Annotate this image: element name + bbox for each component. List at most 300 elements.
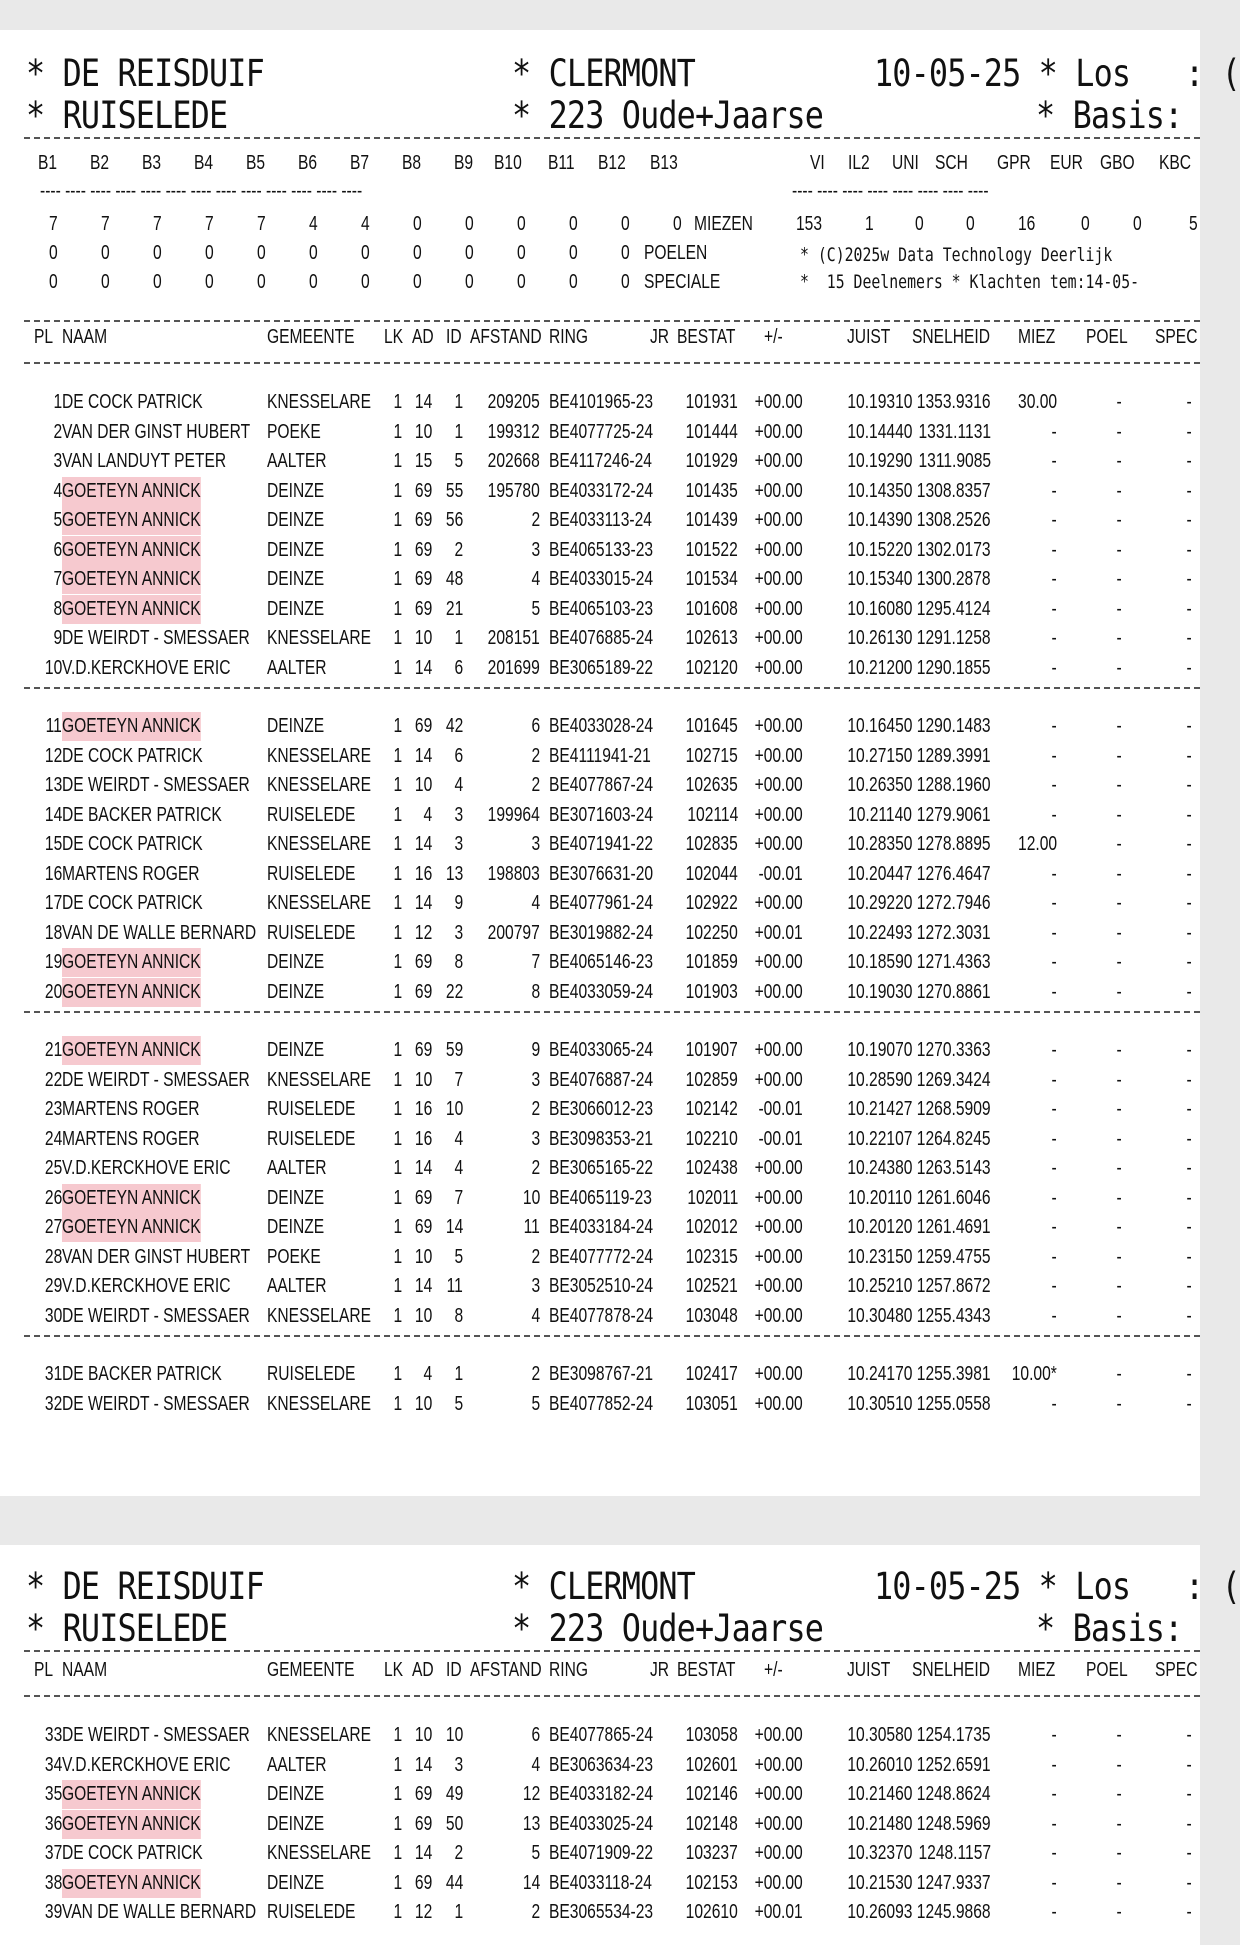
cell-spec: - xyxy=(1186,1783,1192,1805)
cell-pl: 38 xyxy=(44,1871,62,1894)
cell-gemeente: AALTER xyxy=(267,1275,327,1297)
table-row xyxy=(0,1810,1200,1839)
cell-id: 3 xyxy=(454,1753,463,1776)
cell-ad: 69 xyxy=(414,715,432,737)
table-row xyxy=(0,742,1200,771)
cell-naam: DE COCK PATRICK xyxy=(62,892,203,914)
cell-ring: BE4071941-22 xyxy=(549,833,654,855)
cell-spec: - xyxy=(1186,980,1192,1003)
cell-spec: - xyxy=(1186,1068,1192,1091)
category-total: 1 xyxy=(864,213,874,235)
cell-pm: +00.00 xyxy=(754,1363,803,1385)
cell-miez: - xyxy=(1051,420,1057,443)
cell-ring: BE4077878-24 xyxy=(549,1304,654,1327)
cell-pm: +00.00 xyxy=(754,627,803,649)
category-value: 7 xyxy=(48,213,58,235)
cell-ad: 4 xyxy=(423,803,432,826)
cell-lk: 1 xyxy=(393,833,402,855)
cell-spec: - xyxy=(1186,1724,1192,1746)
cell-id: 6 xyxy=(454,744,463,767)
cell-ad: 69 xyxy=(414,568,432,590)
cell-lk: 1 xyxy=(393,568,402,590)
table-row xyxy=(0,477,1200,506)
cell-bestat: 102521 xyxy=(685,1275,738,1297)
cell-spec: - xyxy=(1186,951,1192,973)
cell-lk: 1 xyxy=(393,1901,402,1923)
cell-spec: - xyxy=(1186,1039,1192,1061)
category-value: 0 xyxy=(568,242,578,264)
cell-ad: 69 xyxy=(414,1783,432,1805)
cell-pl: 19 xyxy=(44,951,62,973)
cell-id: 1 xyxy=(454,391,463,413)
table-row xyxy=(0,418,1200,447)
category-value: 0 xyxy=(516,271,526,293)
column-header-jr: JR xyxy=(650,326,670,348)
cell-bestat: 103051 xyxy=(685,1392,738,1415)
cell-bestat: 102120 xyxy=(685,656,738,679)
category-total: 153 xyxy=(795,213,822,235)
cell-snelheid: 1261.6046 xyxy=(917,1186,991,1209)
cell-bestat: 101645 xyxy=(685,715,738,737)
cell-ad: 16 xyxy=(414,1098,432,1120)
cell-pm: +00.01 xyxy=(754,1901,803,1923)
cell-gemeente: KNESSELARE xyxy=(267,892,372,914)
cell-naam: V.D.KERCKHOVE ERIC xyxy=(62,1157,231,1179)
divider xyxy=(24,1011,1200,1013)
cell-ad: 69 xyxy=(414,1812,432,1835)
cell-bestat: 101903 xyxy=(685,980,738,1003)
cell-gemeente: DEINZE xyxy=(267,1812,325,1835)
cell-naam: DE BACKER PATRICK xyxy=(62,803,222,826)
cell-spec: - xyxy=(1186,715,1192,737)
cell-id: 7 xyxy=(454,1068,463,1091)
category-total: 0 xyxy=(914,213,924,235)
cell-pm: +00.00 xyxy=(754,833,803,855)
cell-pl: 6 xyxy=(53,538,62,561)
cell-poel: - xyxy=(1116,1098,1122,1120)
cell-afstand: 201699 xyxy=(487,656,540,679)
cell-bestat: 101439 xyxy=(685,509,738,531)
cell-id: 7 xyxy=(454,1186,463,1209)
category-total: 16 xyxy=(1017,213,1036,235)
cell-gemeente: KNESSELARE xyxy=(267,1068,372,1091)
cell-juist: 10.26350 xyxy=(846,774,912,796)
cell-pl: 14 xyxy=(44,803,62,826)
category-header-eur: EUR xyxy=(1049,152,1083,174)
cell-ad: 10 xyxy=(414,774,432,796)
category-header-vi: VI xyxy=(810,152,825,174)
cell-lk: 1 xyxy=(393,892,402,914)
cell-snelheid: 1291.1258 xyxy=(917,627,991,649)
category-value: 0 xyxy=(204,271,214,293)
cell-ad: 14 xyxy=(414,656,432,679)
cell-gemeente: KNESSELARE xyxy=(267,744,372,767)
cell-spec: - xyxy=(1186,656,1192,679)
cell-pl: 2 xyxy=(53,420,62,443)
cell-id: 50 xyxy=(445,1812,463,1835)
cell-pl: 21 xyxy=(44,1039,62,1061)
cell-pl: 27 xyxy=(44,1216,62,1238)
cell-ring: BE4033015-24 xyxy=(549,568,654,590)
column-header-lk: LK xyxy=(384,1659,404,1681)
cell-gemeente: DEINZE xyxy=(267,568,325,590)
cell-miez: - xyxy=(1051,1275,1057,1297)
cell-juist: 10.23150 xyxy=(846,1245,912,1268)
cell-id: 42 xyxy=(445,715,463,737)
cell-juist: 10.21480 xyxy=(846,1812,912,1835)
cell-poel: - xyxy=(1116,921,1122,944)
club-town: * RUISELEDE xyxy=(26,94,228,137)
cell-lk: 1 xyxy=(393,1245,402,1268)
cell-juist: 10.30510 xyxy=(846,1392,912,1415)
cell-bestat: 103048 xyxy=(685,1304,738,1327)
cell-ad: 14 xyxy=(414,391,432,413)
cell-ring: BE3098353-21 xyxy=(549,1127,654,1150)
cell-afstand: 3 xyxy=(531,538,540,561)
category-label: POELEN xyxy=(644,242,708,264)
cell-bestat: 102438 xyxy=(685,1157,738,1179)
cell-naam: GOETEYN ANNICK xyxy=(62,1869,201,1898)
category-header-b11: B11 xyxy=(547,152,575,174)
cell-gemeente: DEINZE xyxy=(267,1039,325,1061)
cell-lk: 1 xyxy=(393,1783,402,1805)
cell-pm: -00.01 xyxy=(758,1098,803,1120)
cell-snelheid: 1308.8357 xyxy=(917,479,991,502)
category-header-b2: B2 xyxy=(89,152,109,174)
cell-afstand: 9 xyxy=(531,1039,540,1061)
table-row xyxy=(0,919,1200,948)
cell-gemeente: DEINZE xyxy=(267,1216,325,1238)
cell-pl: 13 xyxy=(44,774,62,796)
table-row xyxy=(0,771,1200,800)
cell-ring: BE4077725-24 xyxy=(549,420,654,443)
cell-spec: - xyxy=(1186,833,1192,855)
cell-poel: - xyxy=(1116,862,1122,885)
cell-spec: - xyxy=(1186,568,1192,590)
cell-spec: - xyxy=(1186,1842,1192,1864)
cell-bestat: 102635 xyxy=(685,774,738,796)
category-value: 0 xyxy=(672,213,682,235)
category-header-b4: B4 xyxy=(193,152,213,174)
cell-miez: 30.00 xyxy=(1017,391,1057,413)
cell-ad: 69 xyxy=(414,1871,432,1894)
category-total: 5 xyxy=(1188,213,1198,235)
cell-afstand: 5 xyxy=(531,597,540,620)
cell-pm: +00.00 xyxy=(754,391,803,413)
cell-spec: - xyxy=(1186,391,1192,413)
cell-lk: 1 xyxy=(393,1098,402,1120)
category-value: 0 xyxy=(412,271,422,293)
cell-snelheid: 1290.1855 xyxy=(917,656,991,679)
cell-gemeente: RUISELEDE xyxy=(267,1127,356,1150)
cell-juist: 10.19030 xyxy=(846,980,912,1003)
cell-id: 21 xyxy=(445,597,463,620)
cell-bestat: 102114 xyxy=(687,803,738,826)
cell-naam: VAN DE WALLE BERNARD xyxy=(62,1901,257,1923)
cell-pl: 20 xyxy=(44,980,62,1003)
cell-gemeente: RUISELEDE xyxy=(267,803,356,826)
divider xyxy=(24,1695,1200,1697)
cell-naam: V.D.KERCKHOVE ERIC xyxy=(62,1275,231,1297)
cell-pm: +00.00 xyxy=(754,1783,803,1805)
cell-poel: - xyxy=(1116,1068,1122,1091)
category-value: 0 xyxy=(568,213,578,235)
cell-bestat: 101608 xyxy=(685,597,738,620)
cell-afstand: 4 xyxy=(531,1753,540,1776)
category-value: 7 xyxy=(204,213,214,235)
cell-spec: - xyxy=(1186,509,1192,531)
cell-gemeente: RUISELEDE xyxy=(267,862,356,885)
cell-pl: 7 xyxy=(53,568,62,590)
cell-naam: DE WEIRDT - SMESSAER xyxy=(62,774,250,796)
cell-bestat: 102250 xyxy=(685,921,738,944)
category-value: 0 xyxy=(412,242,422,264)
cell-id: 1 xyxy=(454,1363,463,1385)
cell-pm: +00.00 xyxy=(754,597,803,620)
cell-spec: - xyxy=(1186,597,1192,620)
cell-pm: +00.00 xyxy=(754,479,803,502)
cell-juist: 10.21200 xyxy=(846,656,912,679)
cell-pm: +00.00 xyxy=(754,656,803,679)
cell-naam: DE WEIRDT - SMESSAER xyxy=(62,1304,250,1327)
cell-ad: 10 xyxy=(414,1304,432,1327)
cell-pl: 34 xyxy=(44,1753,62,1776)
cell-naam: GOETEYN ANNICK xyxy=(62,1213,201,1242)
cell-pl: 23 xyxy=(44,1098,62,1120)
cell-spec: - xyxy=(1186,1157,1192,1179)
cell-poel: - xyxy=(1116,1039,1122,1061)
cell-juist: 10.22493 xyxy=(846,921,912,944)
cell-lk: 1 xyxy=(393,538,402,561)
category-value: 0 xyxy=(308,271,318,293)
cell-afstand: 3 xyxy=(531,1275,540,1297)
cell-naam: GOETEYN ANNICK xyxy=(62,1810,201,1839)
cell-id: 44 xyxy=(445,1871,463,1894)
category-value: 7 xyxy=(100,213,110,235)
column-header-pl: PL xyxy=(34,326,54,348)
cell-pm: +00.00 xyxy=(754,1157,803,1179)
cell-afstand: 202668 xyxy=(487,450,540,472)
cell-lk: 1 xyxy=(393,450,402,472)
cell-pl: 5 xyxy=(53,509,62,531)
category-value: 7 xyxy=(256,213,266,235)
cell-juist: 10.21530 xyxy=(846,1871,912,1894)
column-header-ring: RING xyxy=(549,1659,588,1681)
cell-gemeente: DEINZE xyxy=(267,1871,325,1894)
cell-ring: BE4033025-24 xyxy=(549,1812,654,1835)
cell-bestat: 101931 xyxy=(685,391,738,413)
cell-ring: BE4077961-24 xyxy=(549,892,654,914)
cell-naam: DE COCK PATRICK xyxy=(62,391,203,413)
cell-pl: 28 xyxy=(44,1245,62,1268)
cell-ring: BE4033065-24 xyxy=(549,1039,654,1061)
cell-lk: 1 xyxy=(393,1753,402,1776)
cell-juist: 10.20447 xyxy=(846,862,912,885)
cell-pl: 31 xyxy=(44,1363,62,1385)
cell-lk: 1 xyxy=(393,1216,402,1238)
cell-afstand: 6 xyxy=(531,715,540,737)
cell-poel: - xyxy=(1116,951,1122,973)
cell-ad: 69 xyxy=(414,951,432,973)
cell-pm: +00.00 xyxy=(754,803,803,826)
category-value: 0 xyxy=(620,213,630,235)
cell-bestat: 102210 xyxy=(685,1127,738,1150)
cell-spec: - xyxy=(1186,450,1192,472)
category-total: 0 xyxy=(1080,213,1090,235)
cell-poel: - xyxy=(1116,1901,1122,1923)
cell-id: 2 xyxy=(454,1842,463,1864)
cell-spec: - xyxy=(1186,479,1192,502)
cell-lk: 1 xyxy=(393,420,402,443)
cell-snelheid: 1279.9061 xyxy=(917,803,991,826)
cell-miez: - xyxy=(1051,1304,1057,1327)
category-value: 0 xyxy=(620,242,630,264)
table-row xyxy=(0,1095,1200,1124)
table-row xyxy=(0,830,1200,859)
cell-poel: - xyxy=(1116,980,1122,1003)
cell-poel: - xyxy=(1116,509,1122,531)
cell-lk: 1 xyxy=(393,1724,402,1746)
cell-afstand: 7 xyxy=(531,951,540,973)
table-row xyxy=(0,1780,1200,1809)
cell-ad: 10 xyxy=(414,1392,432,1415)
cell-poel: - xyxy=(1116,803,1122,826)
cell-poel: - xyxy=(1116,656,1122,679)
cell-ring: BE4065103-23 xyxy=(549,597,654,620)
column-header-bestat: BESTAT xyxy=(677,326,736,348)
cell-juist: 10.26010 xyxy=(846,1753,912,1776)
cell-snelheid: 1331.1131 xyxy=(918,420,991,443)
table-row xyxy=(0,1154,1200,1183)
cell-pm: -00.01 xyxy=(758,1127,803,1150)
cell-bestat: 103237 xyxy=(685,1842,738,1864)
cell-miez: - xyxy=(1051,715,1057,737)
category-header-b5: B5 xyxy=(245,152,265,174)
cell-naam: GOETEYN ANNICK xyxy=(62,506,201,535)
cell-pl: 3 xyxy=(53,450,62,472)
cell-snelheid: 1264.8245 xyxy=(917,1127,991,1150)
cell-juist: 10.16450 xyxy=(846,715,912,737)
cell-pl: 26 xyxy=(44,1186,62,1209)
cell-lk: 1 xyxy=(393,921,402,944)
copyright-note: * (C)2025w Data Technology Deerlijk xyxy=(800,244,1113,266)
cell-poel: - xyxy=(1116,1871,1122,1894)
cell-pm: +00.00 xyxy=(754,1842,803,1864)
cell-naam: DE COCK PATRICK xyxy=(62,833,203,855)
cell-ring: BE3065165-22 xyxy=(549,1157,654,1179)
cell-juist: 10.30580 xyxy=(846,1724,912,1746)
category-value: 0 xyxy=(360,271,370,293)
cell-spec: - xyxy=(1186,1392,1192,1415)
cell-snelheid: 1263.5143 xyxy=(917,1157,991,1179)
cell-ad: 14 xyxy=(414,744,432,767)
cell-id: 9 xyxy=(454,892,463,914)
cell-afstand: 14 xyxy=(522,1871,540,1894)
cell-miez: - xyxy=(1051,597,1057,620)
cell-spec: - xyxy=(1186,1304,1192,1327)
cell-gemeente: KNESSELARE xyxy=(267,1724,372,1746)
cell-spec: - xyxy=(1186,862,1192,885)
cell-pm: +00.00 xyxy=(754,774,803,796)
cell-snelheid: 1255.0558 xyxy=(917,1392,991,1415)
cell-gemeente: KNESSELARE xyxy=(267,1842,372,1864)
table-row xyxy=(0,1243,1200,1272)
cell-gemeente: DEINZE xyxy=(267,479,325,502)
cell-ring: BE4065146-23 xyxy=(549,951,654,973)
cell-poel: - xyxy=(1116,1724,1122,1746)
cell-lk: 1 xyxy=(393,744,402,767)
column-header-naam: NAAM xyxy=(62,1659,108,1681)
table-row xyxy=(0,889,1200,918)
cell-bestat: 101929 xyxy=(685,450,738,472)
cell-poel: - xyxy=(1116,479,1122,502)
column-header-afstand: AFSTAND xyxy=(470,326,542,348)
column-header-miez: MIEZ xyxy=(1018,1659,1056,1681)
cell-gemeente: KNESSELARE xyxy=(267,1392,372,1415)
cell-naam: MARTENS ROGER xyxy=(62,1127,200,1150)
cell-snelheid: 1257.8672 xyxy=(917,1275,991,1297)
cell-naam: DE COCK PATRICK xyxy=(62,1842,203,1864)
cell-naam: GOETEYN ANNICK xyxy=(62,948,201,977)
column-header-lk: LK xyxy=(384,326,404,348)
category-header-b13: B13 xyxy=(650,152,679,174)
cell-ring: BE3076631-20 xyxy=(549,862,654,885)
cell-ring: BE4117246-24 xyxy=(549,450,652,472)
table-row xyxy=(0,1272,1200,1301)
cell-gemeente: KNESSELARE xyxy=(267,774,372,796)
cell-naam: GOETEYN ANNICK xyxy=(62,595,201,624)
cell-ring: BE4076887-24 xyxy=(549,1068,654,1091)
cell-pm: +00.00 xyxy=(754,538,803,561)
category-value: 0 xyxy=(256,242,266,264)
cell-bestat: 102715 xyxy=(685,744,738,767)
cell-juist: 10.22107 xyxy=(846,1127,912,1150)
cell-snelheid: 1270.3363 xyxy=(917,1039,991,1061)
cell-gemeente: DEINZE xyxy=(267,951,325,973)
cell-gemeente: DEINZE xyxy=(267,538,325,561)
cell-juist: 10.14390 xyxy=(846,509,912,531)
cell-snelheid: 1271.4363 xyxy=(917,951,991,973)
cell-ad: 14 xyxy=(414,1842,432,1864)
category-value: 4 xyxy=(360,213,370,235)
cell-miez: - xyxy=(1051,892,1057,914)
table-row xyxy=(0,1898,1200,1927)
cell-id: 11 xyxy=(446,1275,463,1297)
column-header-bestat: BESTAT xyxy=(677,1659,736,1681)
cell-pm: +00.00 xyxy=(754,1724,803,1746)
cell-bestat: 102146 xyxy=(685,1783,738,1805)
category-value: 0 xyxy=(568,271,578,293)
category-value: 0 xyxy=(256,271,266,293)
cell-ad: 14 xyxy=(414,833,432,855)
category-underline: ---- ---- ---- ---- ---- ---- ---- ---- ---- ---- ---- ---- ---- xyxy=(40,180,363,202)
cell-ring: BE4065133-23 xyxy=(549,538,654,561)
cell-gemeente: DEINZE xyxy=(267,1186,325,1209)
cell-poel: - xyxy=(1116,744,1122,767)
cell-miez: - xyxy=(1051,509,1057,531)
table-row xyxy=(0,536,1200,565)
cell-miez: - xyxy=(1051,1901,1057,1923)
cell-id: 13 xyxy=(445,862,463,885)
cell-gemeente: KNESSELARE xyxy=(267,627,372,649)
cell-miez: - xyxy=(1051,1783,1057,1805)
cell-id: 4 xyxy=(454,1127,463,1150)
cell-id: 8 xyxy=(454,951,463,973)
cell-pm: +00.00 xyxy=(754,980,803,1003)
cell-bestat: 102601 xyxy=(685,1753,738,1776)
column-header-id: ID xyxy=(446,326,462,348)
cell-afstand: 6 xyxy=(531,1724,540,1746)
